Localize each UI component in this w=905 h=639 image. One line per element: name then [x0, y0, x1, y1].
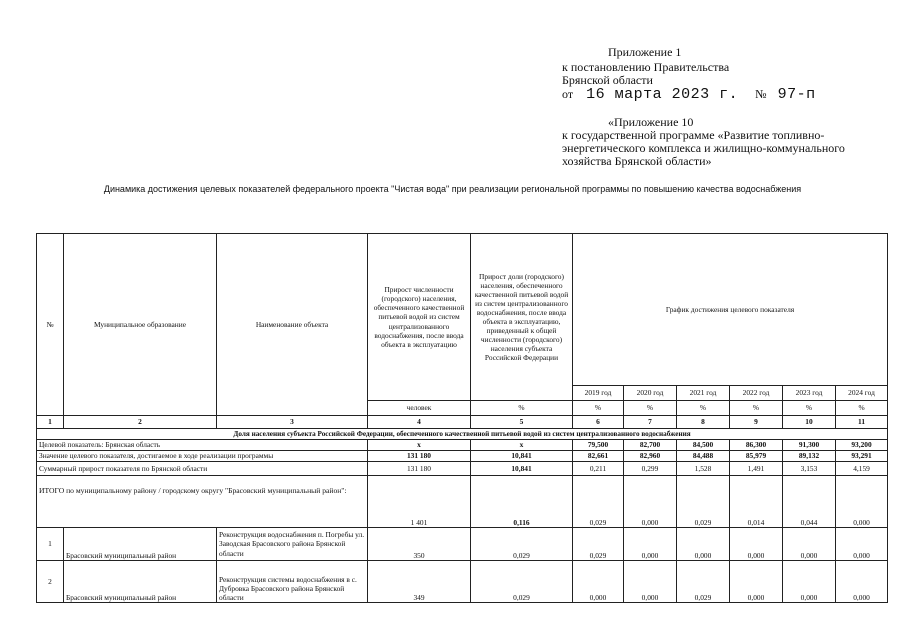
summary-label: Целевой показатель: Брянская область [37, 440, 368, 451]
header-schedule: График достижения целевого показателя [573, 234, 888, 386]
col-num-5: 5 [471, 416, 573, 429]
summary-value-2020: 82,700 [624, 440, 677, 451]
summary-value-2020: 82,960 [624, 451, 677, 462]
summary-label: Значение целевого показателя, достигаемое в ходе реализации программы [37, 451, 368, 462]
summary-value-2021: 84,500 [677, 440, 730, 451]
summary-value-2024: 93,200 [836, 440, 888, 451]
col-num-2: 2 [64, 416, 217, 429]
table-header-row [37, 234, 888, 386]
row-pop: 350 [368, 528, 471, 561]
number-label: № [755, 87, 767, 101]
col-num-3: 3 [217, 416, 368, 429]
appendix-1-label: Приложение 1 [608, 45, 682, 59]
row-value-2023: 0,000 [783, 528, 836, 561]
summary-row-target [37, 440, 888, 451]
summary-row-increase [37, 462, 888, 476]
row-object: Реконструкция системы водоснабжения в с. Дубровка Брасовского района Брянской области [217, 561, 368, 603]
total-value-2022: 0,014 [730, 476, 783, 528]
column-numbers-row [37, 416, 888, 429]
from-label: от [562, 87, 574, 101]
summary-value-2022: 85,979 [730, 451, 783, 462]
header-no: № [37, 234, 64, 416]
summary-value-2023: 3,153 [783, 462, 836, 476]
row-number: 2 [37, 561, 64, 603]
total-value-2024: 0,000 [836, 476, 888, 528]
summary-share: 10,841 [471, 462, 573, 476]
indicators-table [36, 233, 888, 603]
col-num-10: 10 [783, 416, 836, 429]
header-municipality: Муниципальное образование [64, 234, 217, 416]
unit-pop: человек [368, 401, 471, 416]
row-value-2020: 0,000 [624, 561, 677, 603]
unit-2021: % [677, 401, 730, 416]
row-value-2019: 0,029 [573, 528, 624, 561]
summary-pop: 131 180 [368, 451, 471, 462]
col-num-4: 4 [368, 416, 471, 429]
total-value-2021: 0,029 [677, 476, 730, 528]
summary-value-2024: 93,291 [836, 451, 888, 462]
decree-date-line [562, 86, 816, 103]
summary-value-2021: 1,528 [677, 462, 730, 476]
row-value-2023: 0,000 [783, 561, 836, 603]
row-value-2019: 0,000 [573, 561, 624, 603]
decree-reference: к постановлению Правительства [562, 60, 730, 74]
total-value-2023: 0,044 [783, 476, 836, 528]
row-value-2021: 0,029 [677, 561, 730, 603]
row-value-2020: 0,000 [624, 528, 677, 561]
unit-share: % [471, 401, 573, 416]
total-share: 0,116 [471, 476, 573, 528]
total-value-2020: 0,000 [624, 476, 677, 528]
section-title: Доля населения субъекта Российской Федерации, обеспеченного качественной питьевой водой из систем централизованного водоснабжения [37, 429, 888, 440]
summary-value-2024: 4,159 [836, 462, 888, 476]
summary-value-2019: 0,211 [573, 462, 624, 476]
total-value-2019: 0,029 [573, 476, 624, 528]
row-value-2024: 0,000 [836, 528, 888, 561]
unit-2023: % [783, 401, 836, 416]
unit-2024: % [836, 401, 888, 416]
row-share: 0,029 [471, 561, 573, 603]
row-number: 1 [37, 528, 64, 561]
summary-label: Суммарный прирост показателя по Брянской области [37, 462, 368, 476]
header-year-2019: 2019 год [573, 386, 624, 401]
header-share-increase: Прирост доли (городского) населения, обеспеченного качественной питьевой водой из систем централизованного водоснабжения, после ввода объекта в эксплуатацию, приведенный к общей численности (городского) населения субъекта Российской Федерации [471, 234, 573, 401]
summary-pop: х [368, 440, 471, 451]
unit-2020: % [624, 401, 677, 416]
total-label: ИТОГО по муниципальному району / городскому округу "Брасовский муниципальный район": [37, 476, 368, 528]
section-title-row [37, 429, 888, 440]
col-num-11: 11 [836, 416, 888, 429]
row-value-2021: 0,000 [677, 528, 730, 561]
row-municipality: Брасовский муниципальный район [64, 561, 217, 603]
summary-value-2023: 89,132 [783, 451, 836, 462]
row-object: Реконструкция водоснабжения п. Погребы ул. Заводская Брасовского района Брянской области [217, 528, 368, 561]
col-num-9: 9 [730, 416, 783, 429]
summary-share: 10,841 [471, 451, 573, 462]
row-value-2024: 0,000 [836, 561, 888, 603]
region-name: Брянской области [562, 73, 653, 87]
table-row [37, 528, 888, 561]
summary-share: х [471, 440, 573, 451]
summary-value-2023: 91,300 [783, 440, 836, 451]
header-year-2021: 2021 год [677, 386, 730, 401]
row-pop: 349 [368, 561, 471, 603]
unit-2022: % [730, 401, 783, 416]
summary-value-2021: 84,488 [677, 451, 730, 462]
header-population-increase: Прирост численности (городского) населения, обеспеченного качественной питьевой водой из систем централизованного водоснабжения, после ввода объекта в эксплуатацию [368, 234, 471, 401]
col-num-8: 8 [677, 416, 730, 429]
summary-value-2020: 0,299 [624, 462, 677, 476]
table-row [37, 561, 888, 603]
decree-date: 16 марта 2023 г. [586, 86, 739, 103]
col-num-7: 7 [624, 416, 677, 429]
summary-row-achieved [37, 451, 888, 462]
summary-value-2022: 86,300 [730, 440, 783, 451]
header-year-2022: 2022 год [730, 386, 783, 401]
summary-value-2022: 1,491 [730, 462, 783, 476]
header-object: Наименование объекта [217, 234, 368, 416]
decree-number: 97-п [777, 86, 816, 103]
summary-value-2019: 79,500 [573, 440, 624, 451]
program-line-2: энергетического комплекса и жилищно-коммунального [562, 141, 845, 155]
appendix-10-label: «Приложение 10 [608, 115, 694, 129]
row-value-2022: 0,000 [730, 528, 783, 561]
total-row [37, 476, 888, 528]
total-pop: 1 401 [368, 476, 471, 528]
col-num-6: 6 [573, 416, 624, 429]
col-num-1: 1 [37, 416, 64, 429]
header-year-2024: 2024 год [836, 386, 888, 401]
row-value-2022: 0,000 [730, 561, 783, 603]
header-year-2023: 2023 год [783, 386, 836, 401]
summary-value-2019: 82,661 [573, 451, 624, 462]
unit-2019: % [573, 401, 624, 416]
document-title: Динамика достижения целевых показателей федерального проекта "Чистая вода" при реализации региональной программы по повышению качества водоснабжения [103, 184, 802, 194]
header-year-2020: 2020 год [624, 386, 677, 401]
summary-pop: 131 180 [368, 462, 471, 476]
program-line-3: хозяйства Брянской области» [562, 154, 712, 168]
row-share: 0,029 [471, 528, 573, 561]
row-municipality: Брасовский муниципальный район [64, 528, 217, 561]
program-line-1: к государственной программе «Развитие топливно- [562, 128, 825, 142]
